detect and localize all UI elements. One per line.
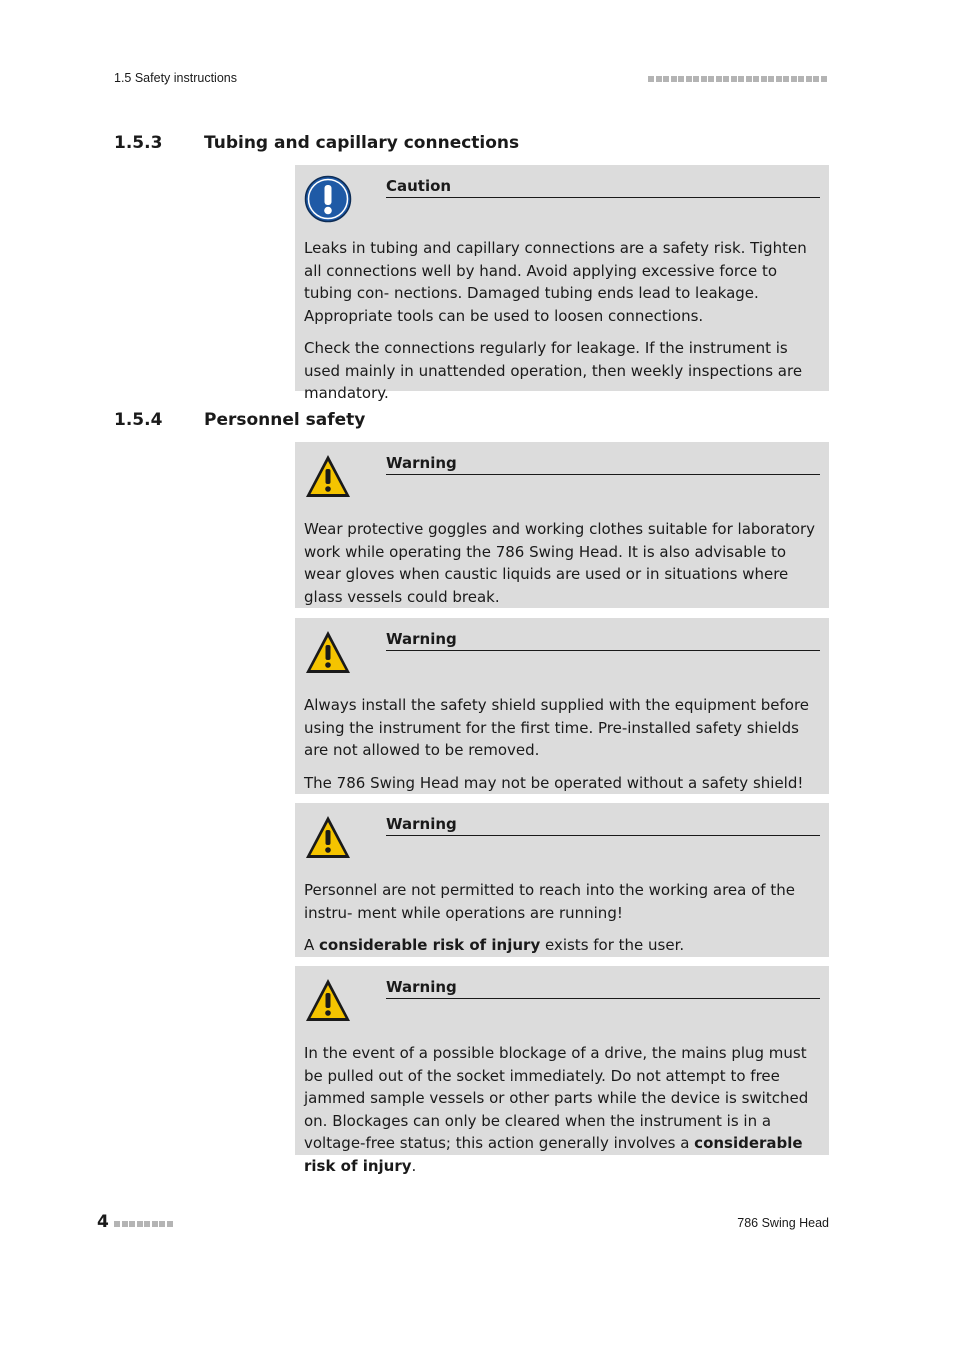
box-paragraph: The 786 Swing Head may not be operated without a safety shield! (304, 773, 804, 792)
warning-box (295, 618, 829, 794)
box-paragraph: Personnel are not permitted to reach into the working area of the instru- ment while operations are running! (304, 881, 795, 922)
section-heading (114, 133, 519, 153)
warning-triangle-icon (304, 813, 352, 861)
header-decoration (648, 76, 827, 82)
box-title: Warning (386, 976, 820, 999)
section-heading (114, 410, 365, 430)
caution-box (295, 165, 829, 402)
warning-triangle-icon (304, 976, 352, 1024)
box-paragraph: Wear protective goggles and working clothes suitable for laboratory work while operating the 786 Swing Head. It is also advisable to wear gloves when caustic liquids are used or in situations where glass vessels could break. (304, 520, 816, 606)
box-paragraph-emphasis: A considerable risk of injury exists for the user. (304, 936, 685, 954)
section-title: Personnel safety (204, 410, 366, 430)
box-title: Warning (386, 628, 820, 651)
box-title: Warning (386, 452, 820, 475)
box-paragraph: Leaks in tubing and capillary connections are a safety risk. Tighten all connections well by hand. Avoid applying excessive force to tubing con- nections. Damaged tubing ends lead to leakage. Appropriate tools can be used to loosen connections. (304, 239, 807, 325)
warning-triangle-icon (304, 628, 352, 676)
box-title: Warning (386, 813, 820, 836)
warning-box (295, 803, 829, 957)
warning-box (295, 966, 829, 1175)
caution-icon (304, 175, 352, 223)
page-header-label: 1.5 Safety instructions (114, 71, 237, 85)
box-paragraph-emphasis: In the event of a possible blockage of a drive, the mains plug must be pulled out of the socket immediately. Do not attempt to free jammed sample vessels or other parts while the device is switched on. Blockages can only be cleared when the instrument is in a voltage-free status; this action generally involves a considerable risk of injury. (304, 1044, 809, 1175)
section-title: Tubing and capillary connections (204, 133, 520, 153)
section-number: 1.5.3 (114, 133, 163, 153)
footer-product-name: 786 Swing Head (737, 1216, 829, 1230)
footer-decoration (114, 1221, 173, 1227)
box-paragraph: Check the connections regularly for leakage. If the instrument is used mainly in unattended operation, then weekly inspections are mandatory. (304, 339, 803, 402)
section-number: 1.5.4 (114, 410, 163, 430)
warning-triangle-icon (304, 452, 352, 500)
warning-box (295, 442, 829, 608)
page-number: 4 (97, 1212, 109, 1232)
box-title: Caution (386, 175, 820, 198)
box-paragraph: Always install the safety shield supplied with the equipment before using the instrument for the first time. Pre-installed safety shields are not allowed to be removed. (304, 696, 810, 759)
